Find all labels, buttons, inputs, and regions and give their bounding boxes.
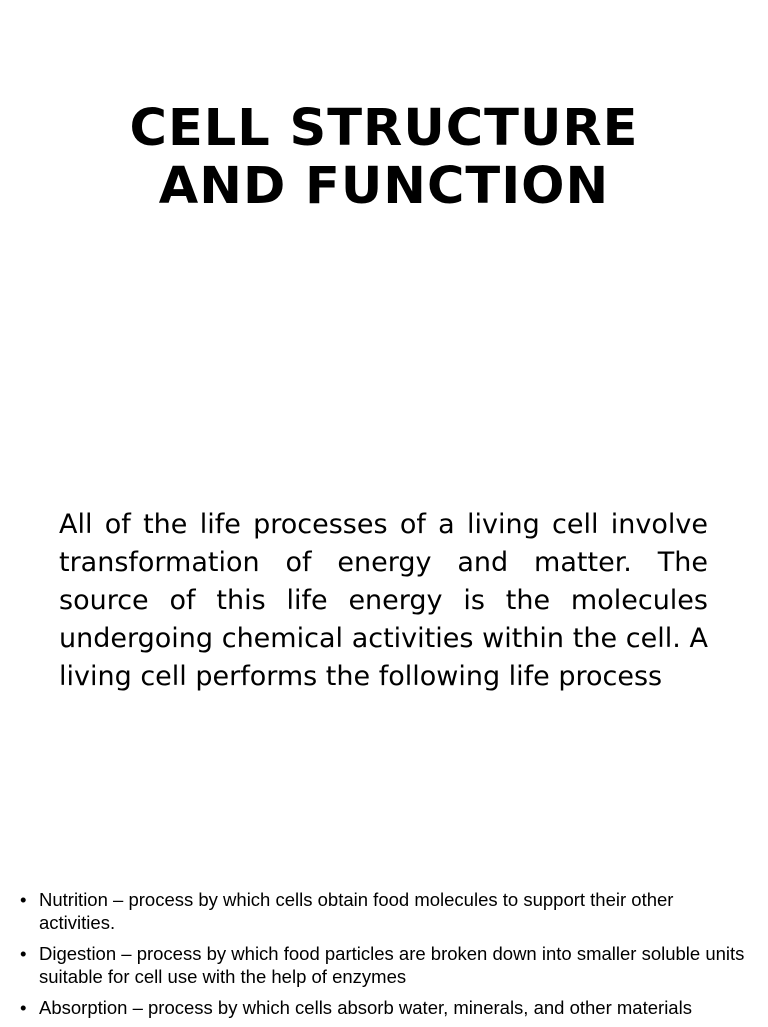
bullet-marker: •	[20, 943, 27, 964]
bullet-marker: •	[20, 997, 27, 1018]
life-process-list	[20, 888, 750, 1027]
intro-paragraph: All of the life processes of a living cell involve transformation of energy and matter. The source of this life energy is the molecules undergoing chemical activities within the cell. A living cell performs the following life process	[59, 509, 708, 692]
list-item-absorption	[20, 996, 750, 1019]
list-item-nutrition	[20, 888, 750, 934]
title-line-1: CELL STRUCTURE	[129, 99, 639, 158]
list-item-text: Digestion – process by which food particles are broken down into smaller soluble units suitable for cell use with the help of enzymes	[39, 943, 745, 987]
list-item-text: Absorption – process by which cells absorb water, minerals, and other materials	[39, 997, 692, 1018]
bullet-marker: •	[20, 889, 27, 910]
list-item-text: Nutrition – process by which cells obtain food molecules to support their other activities.	[39, 889, 674, 933]
title-line-2: AND FUNCTION	[158, 157, 610, 216]
list-item-digestion	[20, 942, 750, 988]
page-title	[0, 100, 768, 216]
